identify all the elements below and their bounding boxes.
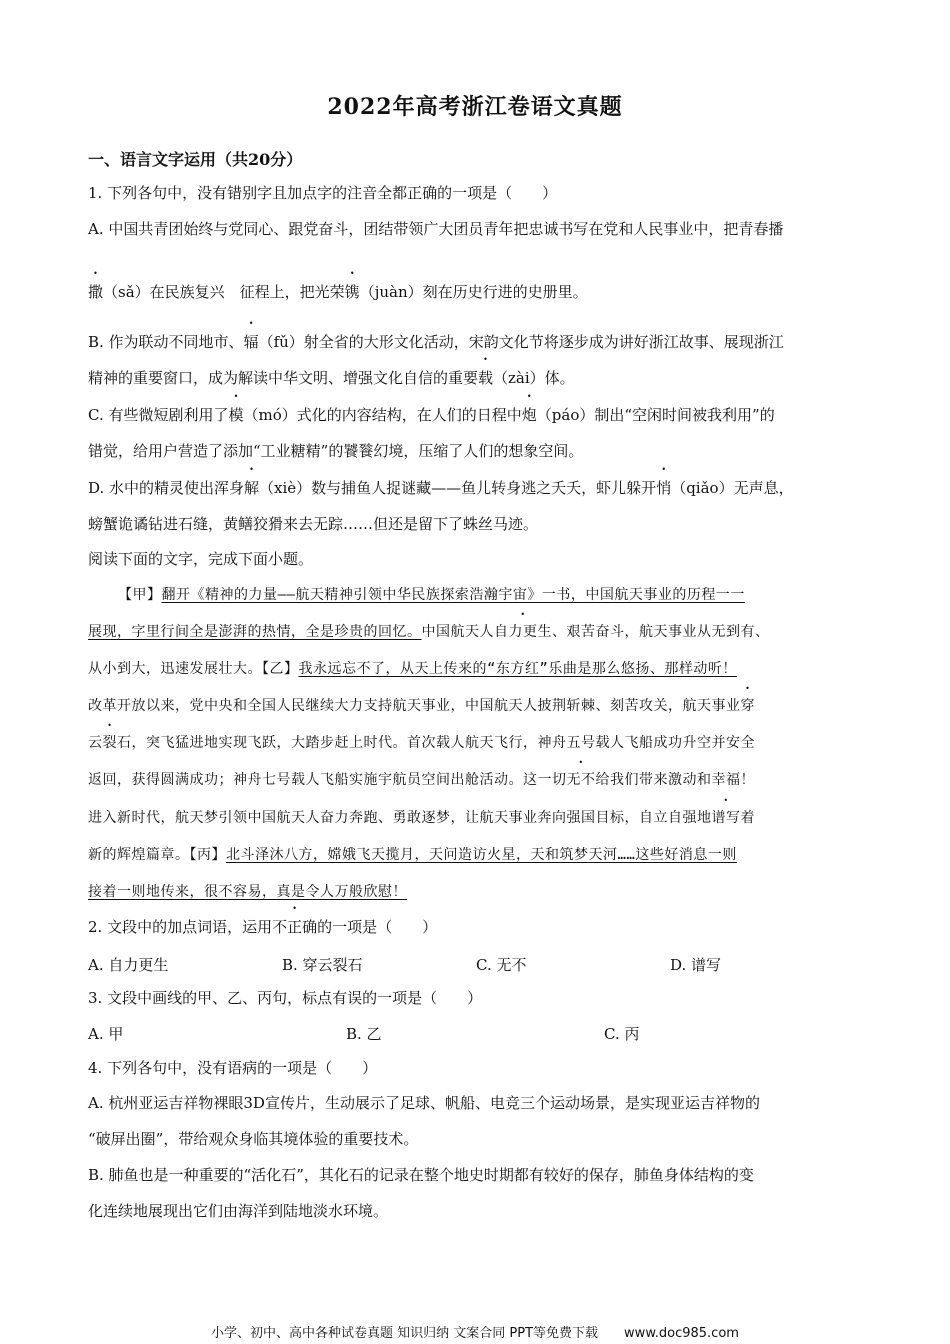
page-title: 2022年高考浙江卷语文真题 (327, 94, 623, 120)
q2-option-d[interactable]: D. 谱写 (670, 956, 722, 974)
text-run: （páo）制出“空闲时间被我利用”的 (536, 406, 775, 424)
passage-line-7 (88, 808, 755, 828)
text-run: （xiè）数与捕鱼人捉谜藏——鱼儿转身逃之夭夭，虾儿躲开 (259, 479, 657, 497)
dotted-word: 谱写 (711, 810, 741, 826)
q2-option-c[interactable]: C. 无不 (476, 956, 527, 974)
text-run: 改革开放以来，党中央和全国人民继续大力支持航天事业，中国航天人披荆斩棘、刻苦攻关，航天事业 (88, 698, 741, 714)
passage-line-8 (88, 845, 737, 865)
underlined-sentence-bing-cont: 接着一则地传来，很不容易，真是令人万般欣慰！ (88, 884, 407, 900)
dotted-char: 辐 (243, 333, 259, 351)
q1-stem: 1. 下列各句中，没有错别字且加点字的注音全都正确的一项是（ ） (88, 184, 558, 202)
passage-line-4 (88, 696, 755, 716)
text-run: B. 作为联动不同地市、 (88, 333, 244, 351)
q3-stem: 3. 文段中画线的甲、乙、丙句，标点有误的一项是（ ） (88, 989, 483, 1007)
page-footer: 小学、初中、高中各种试卷真题 知识归纳 文案合同 PPT等免费下载 www.doc985.com (211, 1326, 739, 1341)
reading-intro: 阅读下面的文字，完成下面小题。 (88, 550, 314, 568)
text-run: D. 水中的精灵使出浑身 (88, 479, 245, 497)
passage-line-9 (88, 882, 407, 902)
dotted-char: 穿 (740, 698, 755, 714)
text-run: 【甲】 (118, 587, 162, 603)
q3-option-b[interactable]: B. 乙 (346, 1025, 382, 1043)
dotted-word: 云裂石 (88, 735, 132, 751)
q4-option-a-line2: “破屏出圈”，带给观众身临其境体验的重要技术。 (88, 1130, 419, 1148)
passage-line-5 (88, 733, 755, 753)
q4-stem: 4. 下列各句中，没有语病的一项是（ ） (88, 1059, 378, 1077)
text-run: C. 有些微短剧利用了 (88, 406, 229, 424)
q3-option-c[interactable]: C. 丙 (604, 1025, 640, 1043)
passage-line-3 (88, 659, 737, 679)
passage-line-2 (88, 622, 770, 642)
q1-option-a-line1: A. 中国共青团始终与党同心、跟党奋斗，团结带领广大团员青年把忠诚书写在党和人民事业中，把青春播 (88, 220, 784, 238)
dotted-char: 载 (478, 369, 494, 387)
dotted-char: 悄 (656, 479, 672, 497)
text-run: （zài）体。 (493, 369, 575, 387)
text-run: 中国航天人 (421, 624, 494, 640)
dotted-word: 不正确 (272, 918, 318, 936)
q1-option-b-line1 (88, 332, 784, 352)
q1-option-a-line2 (88, 282, 588, 302)
underlined-sentence-jia-cont: 展现，字里行间全是澎湃的热情，全是珍贵的回忆。 (88, 624, 422, 640)
passage-line-6 (88, 770, 755, 790)
text-run: 、艰苦奋斗，航天事业从无到有、 (552, 624, 770, 640)
text-run: （qiǎo）无声息， (671, 479, 794, 497)
text-run: 的一项是（ ） (317, 918, 438, 936)
q1-option-d-line2: 螃蟹诡谲钻进石缝，黄鳝狡猾来去无踪……但还是留下了蛛丝马迹。 (88, 515, 539, 533)
q1-option-d-line1 (88, 478, 794, 498)
dotted-word: 自力更生 (494, 624, 552, 640)
q4-option-a-line1: A. 杭州亚运吉祥物裸眼3D宣传片，生动展示了足球、帆船、电竞三个运动场景，是实现亚运吉祥物的 (88, 1094, 760, 1112)
q1-option-c-line2: 错觉，给用户营造了添加“工业糖精”的饕餮幻境，压缩了人们的想象空间。 (88, 442, 584, 460)
text-run: 给我们带来激动和幸福！ (595, 772, 755, 788)
text-run: 新的辉煌篇章。【丙】 (88, 847, 226, 863)
dotted-word: 无不 (566, 772, 596, 788)
dotted-char: 镌 (344, 283, 360, 301)
q4-option-b-line1: B. 肺鱼也是一种重要的“活化石”，其化石的记录在整个地史时期都有较好的保存，肺鱼身体结构的变 (88, 1166, 754, 1184)
dotted-char: 模 (228, 406, 244, 424)
text-run: 精神的重要窗口，成为解读中华文明、增强文化自信的重要 (88, 369, 479, 387)
passage-line-1 (118, 585, 745, 605)
dotted-char: 炮 (521, 406, 537, 424)
underlined-sentence-jia: 翻开《精神的力量——航天精神引领中华民族探索浩瀚宇宙》一书，中国航天事业的历程一一 (161, 587, 745, 603)
text-run: 从小到大，迅速发展壮大。【乙】 (88, 661, 299, 677)
q2-option-a[interactable]: A. 自力更生 (88, 956, 169, 974)
q1-option-c-line1 (88, 405, 775, 425)
q2-option-b[interactable]: B. 穿云裂石 (282, 956, 363, 974)
text-run: 进入新时代，航天梦引领中国航天人奋力奔跑、勇敢逐梦，让航天事业奔向强国目标，自立自强地 (88, 810, 712, 826)
text-run: 返回，获得圆满成功；神舟七号载人飞船实施宇航员空间出舱活动。这一切 (88, 772, 567, 788)
text-run: （fǔ）射全省的大形文化活动，宋韵文化节将逐步成为讲好浙江故事、展现浙江 (258, 333, 784, 351)
text-run: （juàn）刻在历史行进的史册里。 (359, 283, 588, 301)
q3-option-a[interactable]: A. 甲 (88, 1025, 124, 1043)
q1-option-b-line2 (88, 368, 575, 388)
underlined-sentence-yi: 我永远忘不了，从天上传来的“东方红”乐曲是那么悠扬、那样动听！ (298, 661, 737, 677)
underlined-sentence-bing: 北斗泽沐八方，嫦娥飞天揽月，天问造访火星，天和筑梦天河……这些好消息一则 (226, 847, 737, 863)
text-run: （mó）式化的内容结构，在人们的日程中 (243, 406, 522, 424)
text-run: 着 (740, 810, 755, 826)
dotted-char: 解 (244, 479, 260, 497)
q2-stem (88, 917, 437, 937)
text-run: ，突飞猛进地实现飞跃，大踏步赶上时代。首次载人航天飞行，神舟五号载人飞船成功升空并安全 (131, 735, 755, 751)
text-run: 2. 文段中的加点词语，运用 (88, 918, 273, 936)
text-run: （sǎ）在民族复兴 征程上，把光荣 (103, 283, 345, 301)
section-heading: 一、语言文字运用（共20分） (88, 150, 303, 169)
dotted-char: 撒 (88, 283, 104, 301)
q4-option-b-line2: 化连续地展现出它们由海洋到陆地淡水环境。 (88, 1202, 389, 1220)
